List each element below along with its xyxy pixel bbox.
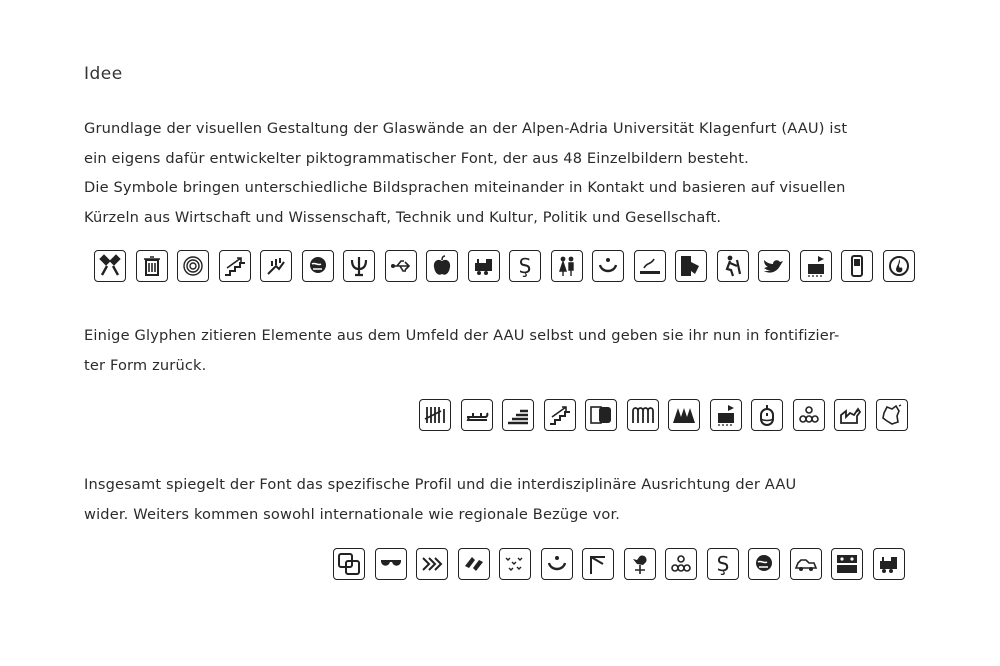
- glyphs-line: Einige Glyphen zitieren Elemente aus dem Umfeld der AAU selbst und geben sie ihr nun in fontifizier-: [84, 327, 840, 344]
- globe-hand-icon: [748, 548, 780, 580]
- intro-line: Kürzeln aus Wirtschaft und Wissenschaft, Technik und Kultur, Politik und Gesellschaft.: [84, 208, 722, 226]
- phone-icon: [841, 250, 873, 282]
- glyph-row-2: [419, 399, 908, 431]
- globe-hand-icon: [302, 250, 334, 282]
- weathervane-rooster-icon: [624, 548, 656, 580]
- birds-icon: [499, 548, 531, 580]
- flag-icon: [582, 548, 614, 580]
- psi-icon: [343, 250, 375, 282]
- fingerprint-icon: [177, 250, 209, 282]
- intro-paragraph: [84, 114, 934, 232]
- bird-icon: [758, 250, 790, 282]
- apple-icon: [426, 250, 458, 282]
- chevrons-icon: [416, 548, 448, 580]
- hammers-icon: [94, 250, 126, 282]
- intro-line: Die Symbole bringen unterschiedliche Bildsprachen miteinander in Kontakt und basieren auf visuellen: [84, 179, 846, 196]
- svg-text:Ş: Ş: [716, 552, 729, 576]
- svg-text:Ş: Ş: [518, 254, 532, 278]
- overlap-squares-icon: [333, 548, 365, 580]
- section-sign-icon: [707, 548, 739, 580]
- building-icon: [585, 399, 617, 431]
- profile-line: wider. Weiters kommen sowohl internationale wie regionale Bezüge vor.: [84, 505, 621, 523]
- glyph-row-1: [94, 250, 915, 282]
- mountains-icon: [668, 399, 700, 431]
- flag-bucket-icon: [800, 250, 832, 282]
- usb-icon: [385, 250, 417, 282]
- cigarette-icon: [634, 250, 666, 282]
- book-hand-icon: [675, 250, 707, 282]
- sled-icon: [461, 399, 493, 431]
- profile-line: Insgesamt spiegelt der Font das spezifische Profil und die interdisziplinäre Ausrichtung der AAU: [84, 476, 797, 493]
- staircase-arrow-icon: [219, 250, 251, 282]
- glyph-row-3: [333, 548, 905, 580]
- arches-icon: [627, 399, 659, 431]
- pebbles-icon: [665, 548, 697, 580]
- car-icon: [790, 548, 822, 580]
- digging-worker-icon: [717, 250, 749, 282]
- glyphs-line: ter Form zurück.: [84, 356, 207, 374]
- cassette-icon: [831, 548, 863, 580]
- staircase-arrow-icon: [544, 399, 576, 431]
- flag-bucket-icon: [710, 399, 742, 431]
- intro-line: Grundlage der visuellen Gestaltung der Glaswände an der Alpen-Adria Universität Klagenfurt (AAU) ist: [84, 120, 848, 137]
- sunglasses-icon: [375, 548, 407, 580]
- glyphs-paragraph: [84, 321, 934, 380]
- mouse-icon: [751, 399, 783, 431]
- intro-line: ein eigens dafür entwickelter piktogrammatischer Font, der aus 48 Einzelbildern besteht.: [84, 149, 749, 167]
- hands-icon: [458, 548, 490, 580]
- tally-marks-icon: [419, 399, 451, 431]
- lindwurm-icon: [834, 399, 866, 431]
- smile-icon: [592, 250, 624, 282]
- locomotive-icon: [468, 250, 500, 282]
- smile-icon: [541, 548, 573, 580]
- profile-paragraph: [84, 470, 934, 529]
- couple-icon: [551, 250, 583, 282]
- stairs-icon: [502, 399, 534, 431]
- section-sign-icon: [509, 250, 541, 282]
- hand-pointing-icon: [260, 250, 292, 282]
- trash-bin-icon: [136, 250, 168, 282]
- fire-icon: [883, 250, 915, 282]
- page-heading: Idee: [84, 64, 123, 84]
- map-outline-icon: [876, 399, 908, 431]
- pebbles-icon: [793, 399, 825, 431]
- locomotive-icon: [873, 548, 905, 580]
